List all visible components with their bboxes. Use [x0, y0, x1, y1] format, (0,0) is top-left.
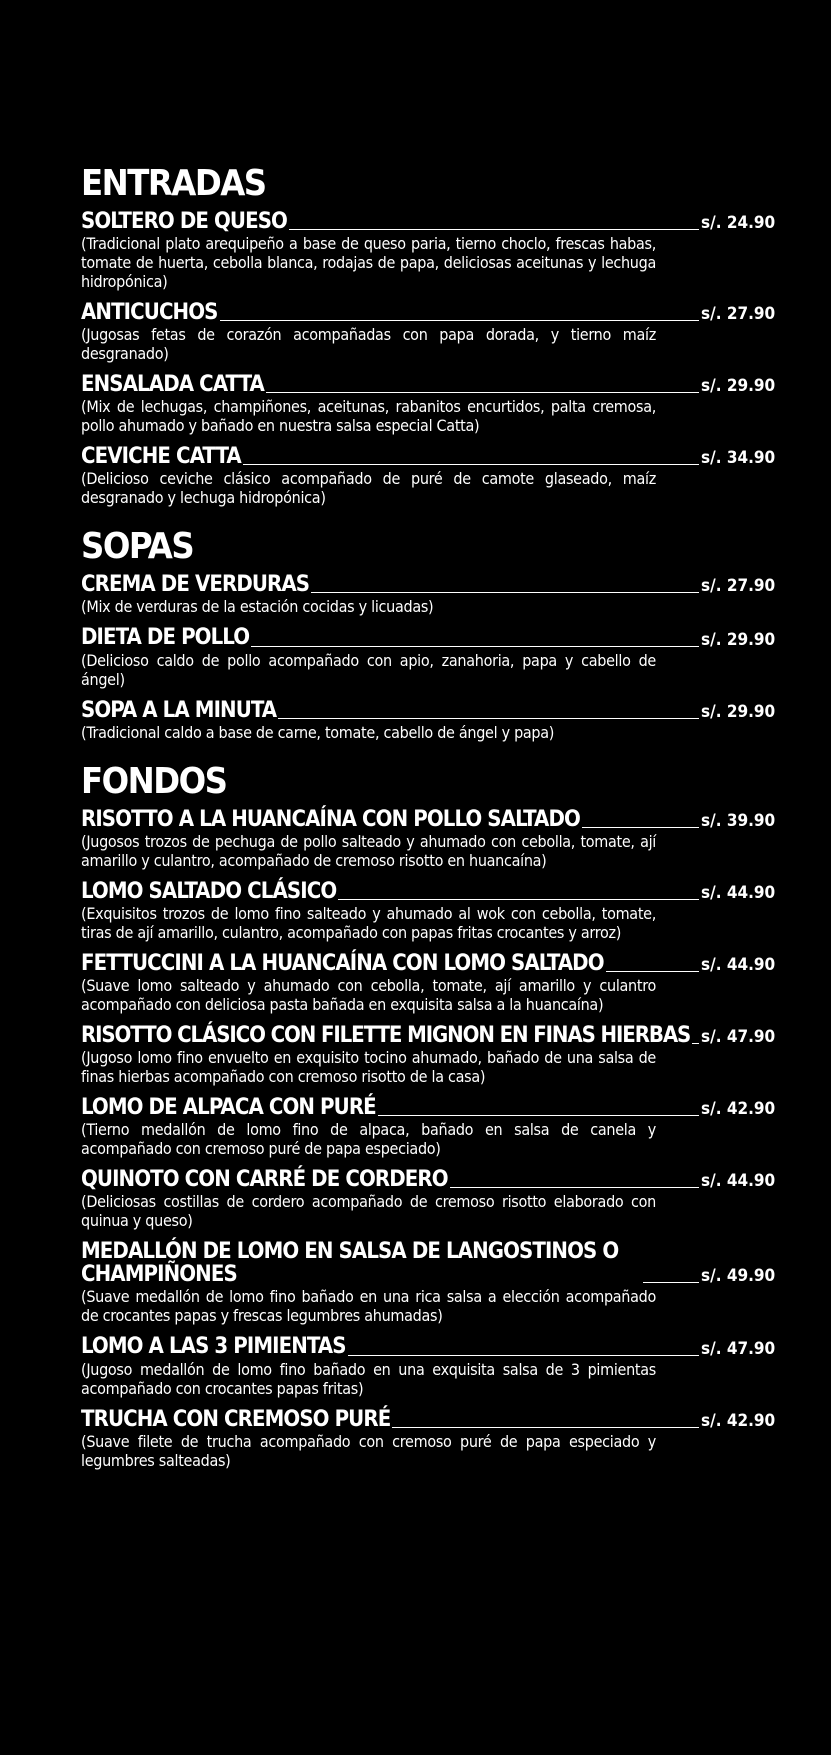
dotted-leader: [606, 971, 699, 972]
item-header: [81, 1024, 775, 1047]
item-price: s/. 39.90: [701, 810, 776, 831]
menu-item: [81, 373, 775, 435]
item-price: s/. 44.90: [701, 1171, 776, 1192]
item-description: (Jugoso lomo fino envuelto en exquisito tocino ahumado, bañado de una salsa de finas hierbas acompañado con cremoso risotto de la casa): [81, 1048, 656, 1087]
section-entradas: [81, 163, 776, 508]
item-price: s/. 29.90: [701, 629, 776, 650]
dotted-leader: [251, 646, 699, 647]
menu-item: [81, 1096, 775, 1158]
menu-item: [81, 1408, 775, 1470]
item-header: [81, 1240, 775, 1286]
menu-item: [81, 626, 775, 688]
section-title: SOPAS: [81, 526, 194, 568]
item-description: (Delicioso caldo de pollo acompañado con apio, zanahoria, papa y cabello de ángel): [81, 650, 656, 689]
menu-item: [81, 808, 775, 870]
dotted-leader: [266, 392, 699, 393]
item-price: s/. 24.90: [701, 213, 776, 234]
item-name: ENSALADA CATTA: [81, 372, 264, 398]
item-description: (Suave lomo salteado y ahumado con cebolla, tomate, ají amarillo y culantro acompañado con deliciosa pasta bañada en exquisita salsa a la huancaína): [81, 975, 656, 1014]
item-description: (Jugoso medallón de lomo fino bañado en una exquisita salsa de 3 pimientas acompañado con crocantes papas fritas): [81, 1359, 656, 1398]
dotted-leader: [220, 320, 699, 321]
item-price: s/. 27.90: [701, 304, 776, 325]
menu-item: [81, 699, 775, 742]
item-name: SOLTERO DE QUESO: [81, 209, 287, 234]
dotted-leader: [450, 1187, 699, 1188]
item-name: ANTICUCHOS: [81, 300, 218, 326]
item-price: s/. 29.90: [701, 376, 776, 397]
section-title: ENTRADAS: [81, 163, 266, 204]
item-header: [81, 699, 775, 722]
item-name: LOMO DE ALPACA CON PURÉ: [81, 1095, 376, 1121]
item-price: s/. 44.90: [701, 882, 776, 903]
item-description: (Suave medallón de lomo fino bañado en una rica salsa a elección acompañado de crocantes papas y frescas legumbres ahumadas): [81, 1287, 656, 1326]
item-name: CEVICHE CATTA: [81, 444, 241, 470]
item-name: QUINOTO CON CARRÉ DE CORDERO: [81, 1167, 448, 1193]
item-price: s/. 29.90: [701, 701, 776, 722]
item-price: s/. 47.90: [701, 1027, 776, 1048]
menu-item: [81, 210, 775, 291]
item-header: [81, 210, 775, 233]
item-name: LOMO A LAS 3 PIMIENTAS: [81, 1334, 346, 1360]
section-fondos: [81, 760, 776, 1470]
item-header: [81, 1408, 775, 1431]
item-description: (Delicioso ceviche clásico acompañado de puré de camote glaseado, maíz desgranado y lechuga hidropónica): [81, 469, 656, 508]
menu-item: [81, 880, 775, 942]
item-price: s/. 42.90: [701, 1410, 776, 1431]
dotted-leader: [643, 1282, 699, 1283]
item-header: [81, 301, 775, 324]
menu-item: [81, 952, 775, 1014]
item-name: FETTUCCINI A LA HUANCAÍNA CON LOMO SALTADO: [81, 950, 604, 976]
item-description: (Exquisitos trozos de lomo fino salteado y ahumado al wok con cebolla, tomate, tiras de ají amarillo, culantro, acompañado con papas fritas crocantes y arroz): [81, 903, 656, 942]
item-name: RISOTTO CLÁSICO CON FILETTE MIGNON EN FINAS HIERBAS: [81, 1022, 691, 1048]
dotted-leader: [582, 827, 699, 828]
item-description: (Jugosos trozos de pechuga de pollo salteado y ahumado con cebolla, tomate, ají amarillo y culantro, acompañado de cremoso risotto en huancaína): [81, 831, 656, 870]
item-header: [81, 1096, 775, 1119]
item-description: (Mix de verduras de la estación cocidas y licuadas): [81, 597, 434, 617]
dotted-leader: [243, 464, 699, 465]
item-name: RISOTTO A LA HUANCAÍNA CON POLLO SALTADO: [81, 806, 580, 832]
dotted-leader: [692, 1043, 699, 1044]
menu-item: [81, 573, 775, 616]
item-name: LOMO SALTADO CLÁSICO: [81, 878, 337, 904]
dotted-leader: [348, 1355, 699, 1356]
item-header: [81, 1335, 775, 1358]
item-description: (Tierno medallón de lomo fino de alpaca, bañado en salsa de canela y acompañado con cremoso puré de papa especiado): [81, 1120, 656, 1159]
menu-item: [81, 1335, 775, 1397]
section-title: FONDOS: [81, 760, 227, 802]
item-description: (Tradicional caldo a base de carne, tomate, cabello de ángel y papa): [81, 722, 555, 742]
item-name: SOPA A LA MINUTA: [81, 697, 277, 723]
item-name: MEDALLÓN DE LOMO EN SALSA DE LANGOSTINOS O CHAMPIÑONES: [81, 1239, 619, 1288]
item-header: [81, 808, 775, 831]
item-description: (Suave filete de trucha acompañado con cremoso puré de papa especiado y legumbres salteadas): [81, 1431, 656, 1470]
item-name: DIETA DE POLLO: [81, 625, 250, 651]
item-price: s/. 42.90: [701, 1099, 776, 1120]
dotted-leader: [289, 229, 699, 230]
item-header: [81, 445, 775, 468]
dotted-leader: [311, 592, 699, 593]
item-header: [81, 373, 775, 396]
item-price: s/. 47.90: [701, 1338, 776, 1359]
item-name: TRUCHA CON CREMOSO PURÉ: [81, 1406, 391, 1432]
item-description: (Deliciosas costillas de cordero acompañado de cremoso risotto elaborado con quinua y queso): [81, 1192, 656, 1231]
dotted-leader: [378, 1115, 699, 1116]
item-description: (Jugosas fetas de corazón acompañadas con papa dorada, y tierno maíz desgranado): [81, 325, 656, 364]
item-header: [81, 952, 775, 975]
item-header: [81, 626, 775, 649]
item-price: s/. 34.90: [701, 448, 776, 469]
item-description: (Mix de lechugas, champiñones, aceitunas, rabanitos encurtidos, palta cremosa, pollo ahumado y bañado en nuestra salsa especial Catta): [81, 397, 656, 436]
menu-item: [81, 1240, 775, 1325]
menu-item: [81, 1168, 775, 1230]
dotted-leader: [338, 899, 699, 900]
item-price: s/. 44.90: [701, 954, 776, 975]
item-header: [81, 573, 775, 596]
dotted-leader: [278, 718, 699, 719]
item-header: [81, 880, 775, 903]
item-price: s/. 49.90: [701, 1266, 776, 1287]
item-description: (Tradicional plato arequipeño a base de queso paria, tierno choclo, frescas habas, tomate de huerta, cebolla blanca, rodajas de papa, deliciosas aceitunas y lechuga hidropónica): [81, 234, 656, 292]
item-price: s/. 27.90: [701, 576, 776, 597]
menu-item: [81, 301, 775, 363]
menu-item: [81, 445, 775, 507]
item-header: [81, 1168, 775, 1191]
menu-item: [81, 1024, 775, 1086]
section-sopas: [81, 526, 776, 742]
dotted-leader: [392, 1427, 699, 1428]
item-name: CREMA DE VERDURAS: [81, 572, 310, 598]
